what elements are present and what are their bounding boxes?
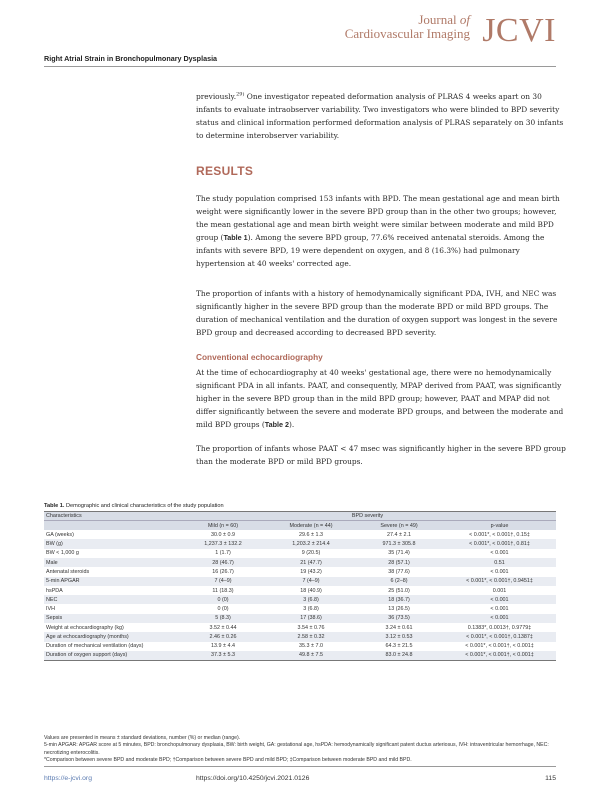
row-label: IVH — [46, 606, 55, 613]
row-label: Age at echocardiography (months) — [44, 632, 179, 641]
cell-p-value: 0.1383*, 0.0013†, 0.9779‡ — [467, 624, 532, 631]
subheading-conventional-echo: Conventional echocardiography — [196, 352, 323, 362]
table-footnotes — [44, 735, 556, 765]
demographics-table — [44, 511, 556, 661]
cell-moderate: 3.54 ± 0.76 — [297, 624, 325, 631]
footnote-comparisons: *Comparison between severe BPD and moderate BPD; †Comparison between severe BPD and mild BPD; ‡Comparison between moderate BPD and mild BPD. — [44, 757, 412, 764]
cell-p-value: < 0.001*, < 0.001†, 0.15‡ — [469, 531, 530, 538]
cell-severe: 6 (2–8) — [355, 577, 443, 586]
table-row — [44, 539, 556, 548]
cell-moderate: 29.6 ± 1.3 — [299, 531, 323, 538]
row-label: Weight at echocardiography (kg) — [46, 624, 124, 631]
cell-mild: 37.3 ± 5.3 — [179, 651, 267, 660]
table-row — [44, 623, 556, 632]
table-row — [44, 595, 556, 604]
cell-p-value: 0.001 — [492, 587, 507, 594]
cell-mild: 11 (18.3) — [212, 587, 234, 594]
row-label: NEC — [44, 595, 179, 604]
results-heading: RESULTS — [196, 164, 254, 178]
cell-moderate: 1,203.2 ± 214.4 — [267, 539, 355, 548]
table-row — [44, 604, 556, 613]
row-label: GA (weeks) — [46, 531, 74, 538]
cell-moderate: 2.58 ± 0.32 — [267, 632, 355, 641]
journal-url-link[interactable]: https://e-jcvi.org — [44, 775, 92, 782]
row-label: BW < 1,000 g — [46, 550, 79, 557]
table-row — [44, 577, 556, 586]
cell-p-value: < 0.001 — [490, 606, 509, 613]
paragraph-1: previously.$^{29)}$ One investigator repeated deformation analysis of PLRAS 4 weeks apart on 30 infants to evaluate intraobserver variability. Two investigators who were blinded to BPD severity status and clinical information performed deformation analysis of PLRAS separately on 30 infants to determine interobserver variability. — [196, 91, 564, 141]
cell-moderate: 17 (38.6) — [267, 614, 355, 623]
cell-p-value: 0.51 — [443, 558, 556, 567]
cell-moderate: 9 (20.5) — [301, 550, 321, 557]
cell-severe: 25 (51.0) — [388, 587, 410, 594]
table-row — [44, 558, 556, 567]
table-row — [44, 567, 556, 576]
cell-p-value: < 0.001 — [443, 595, 556, 604]
table-row — [44, 530, 556, 539]
cell-mild: 1 (1.7) — [215, 550, 231, 557]
journal-logo: JCVI — [482, 12, 556, 49]
col-mild: Mild (n = 60) — [179, 521, 267, 530]
cell-p-value: < 0.001 — [490, 550, 509, 557]
table-row — [44, 632, 556, 641]
cell-p-value: < 0.001*, < 0.001†, < 0.001‡ — [443, 651, 556, 660]
doi-link[interactable]: https://doi.org/10.4250/jcvi.2021.0126 — [196, 775, 310, 782]
cell-severe: 64.3 ± 21.5 — [385, 643, 413, 650]
table-row — [44, 642, 556, 651]
cell-mild: 7 (4–9) — [179, 577, 267, 586]
cell-moderate: 49.8 ± 7.5 — [267, 651, 355, 660]
cell-p-value: < 0.001 — [443, 614, 556, 623]
cell-severe: 38 (77.6) — [388, 568, 410, 575]
col-bpd-severity: BPD severity — [179, 512, 556, 521]
row-label: Duration of oxygen support (days) — [44, 651, 179, 660]
table-header-row — [44, 512, 556, 521]
col-p-value: p-value — [443, 521, 556, 530]
cell-mild: 3.52 ± 0.44 — [209, 624, 237, 631]
reference-29[interactable]: 29) — [236, 91, 245, 98]
cell-mild: 5 (8.3) — [179, 614, 267, 623]
table-subheader-row — [44, 521, 556, 530]
paragraph-5: The proportion of infants whose PAAT < 47 msec was significantly higher in the severe BPD group than the moderate BPD or mild BPD groups. — [196, 444, 566, 467]
cell-severe: 28 (57.1) — [355, 558, 443, 567]
cell-p-value: < 0.001*, < 0.001†, 0.1387‡ — [443, 632, 556, 641]
cell-mild: 28 (46.7) — [179, 558, 267, 567]
paragraph-2: The study population comprised 153 infants with BPD. The mean gestational age and mean birth weight were significantly lower in the severe BPD group than in the other two groups; however, the mean gestational age and mean birth weight were similar between moderate and mild BPD group (Table 1). Among the severe BPD group, 77.6% received antenatal steroids. Among the infants with severe BPD, 19 were dependent on oxygen, and 8 (16.3%) had pulmonary hypertension at 40 weeks' corrected age. — [196, 194, 560, 269]
cell-severe: 971.3 ± 305.8 — [355, 539, 443, 548]
cell-moderate: 3 (6.8) — [303, 606, 319, 613]
cell-severe: 3.24 ± 0.61 — [385, 624, 413, 631]
col-characteristics: Characteristics — [44, 512, 179, 521]
running-title: Right Atrial Strain in Bronchopulmonary Dysplasia — [44, 54, 218, 63]
cell-moderate: 19 (43.2) — [300, 568, 322, 575]
cell-p-value: < 0.001 — [490, 568, 509, 575]
row-label: Sepsis — [44, 614, 179, 623]
footnote-values: Values are presented in means ± standard deviations, number (%) or median (range). — [44, 735, 241, 741]
cell-p-value: < 0.001*, < 0.001†, 0.81‡ — [443, 539, 556, 548]
cell-severe: 27.4 ± 2.1 — [387, 531, 411, 538]
cell-severe: 36 (73.5) — [355, 614, 443, 623]
journal-name-line2: Cardiovascular Imaging — [344, 26, 470, 41]
page-number: 115 — [545, 775, 556, 782]
row-label: Duration of mechanical ventilation (days) — [46, 643, 144, 650]
header-divider — [44, 66, 556, 67]
cell-mild: 0 (0) — [179, 595, 267, 604]
table-row — [44, 651, 556, 660]
cell-moderate: 35.3 ± 7.0 — [299, 643, 323, 650]
cell-severe: 13 (26.5) — [388, 606, 410, 613]
cell-moderate: 21 (47.7) — [267, 558, 355, 567]
cell-mild: 16 (26.7) — [212, 568, 234, 575]
table-row — [44, 614, 556, 623]
row-label: hsPDA — [46, 587, 63, 594]
cell-mild: 1,237.3 ± 132.2 — [179, 539, 267, 548]
footer-divider — [44, 766, 556, 767]
table-caption: Table 1. Demographic and clinical characteristics of the study population — [44, 503, 224, 509]
cell-moderate: 3 (6.8) — [267, 595, 355, 604]
paragraph-3: The proportion of infants with a history of hemodynamically significant PDA, IVH, and NEC was significantly higher in the severe BPD group than the moderate BPD or mild BPD groups. The duration of mechanical ventilation and the duration of oxygen support was longest in the severe BPD group and decreased according to decreased BPD severity. — [196, 289, 558, 338]
cell-severe: 3.12 ± 0.53 — [355, 632, 443, 641]
cell-mild: 30.0 ± 0.9 — [211, 531, 235, 538]
footnote-abbreviations: 5-min APGAR: APGAR score at 5 minutes, BPD: bronchopulmonary dysplasia, BW: birth weight, GA: gestational age, hsPDA: hemodynamically significant patent ductus arteriosus, IVH: intraventricular hemorrhage, NEC: necrotizing enterocolitis. — [44, 742, 549, 756]
cell-moderate: 18 (40.9) — [300, 587, 322, 594]
journal-name — [345, 13, 470, 41]
col-moderate: Moderate (n = 44) — [267, 521, 355, 530]
cell-severe: 18 (36.7) — [355, 595, 443, 604]
cell-moderate: 7 (4–9) — [267, 577, 355, 586]
table-2-link[interactable]: Table 2 — [264, 420, 289, 430]
table-row — [44, 586, 556, 595]
table-1-link[interactable]: Table 1 — [223, 233, 248, 243]
cell-p-value: < 0.001*, < 0.001†, 0.9451‡ — [443, 577, 556, 586]
journal-name-of: of — [459, 12, 470, 27]
cell-mild: 13.9 ± 4.4 — [211, 643, 235, 650]
row-label: Male — [44, 558, 179, 567]
journal-name-line1: Journal — [418, 12, 460, 27]
cell-mild: 2.46 ± 0.26 — [179, 632, 267, 641]
row-label: Antenatal steroids — [46, 568, 90, 575]
table-row — [44, 549, 556, 558]
col-severe: Severe (n = 49) — [355, 521, 443, 530]
cell-p-value: < 0.001*, < 0.001†, < 0.001‡ — [465, 643, 534, 650]
cell-severe: 83.0 ± 24.8 — [355, 651, 443, 660]
row-label: 5-min APGAR — [44, 577, 179, 586]
cell-mild: 0 (0) — [217, 606, 229, 613]
row-label: BW (g) — [44, 539, 179, 548]
cell-severe: 35 (71.4) — [388, 550, 410, 557]
paragraph-4: At the time of echocardiography at 40 weeks' gestational age, there were no hemodynamically significant PDA in all infants. PAAT, and consequently, MPAP derived from PAAT, was significantly higher in the severe BPD group than in the mild BPD group; however, PAAT and MPAP did not differ significantly between the severe and moderate BPD groups, and between the moderate and mild BPD groups (Table 2). — [196, 368, 564, 430]
